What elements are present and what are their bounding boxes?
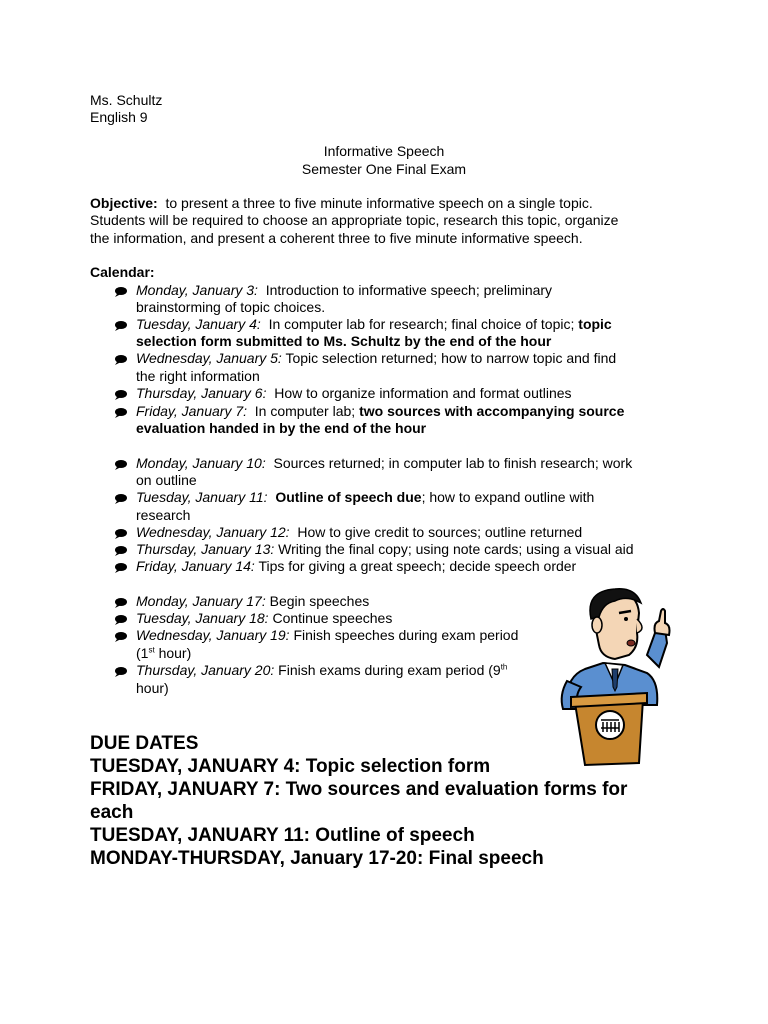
speech-bubble-icon	[114, 389, 128, 400]
speech-bubble-icon	[114, 354, 128, 365]
objective-line-3: the information, and present a coherent three to five minute informative speech.	[90, 230, 583, 246]
speech-bubble-icon	[114, 407, 128, 418]
speech-bubble-icon	[114, 528, 128, 539]
calendar-item-cont: (1st hour)	[136, 645, 192, 661]
objective-label: Objective:	[90, 195, 158, 211]
speech-bubble-icon	[114, 320, 128, 331]
calendar-item: Monday, January 3: Introduction to informative speech; preliminary	[136, 282, 553, 298]
calendar-item-cont: the right information	[136, 368, 260, 384]
objective-line-2: Students will be required to choose an appropriate topic, research this topic, organize	[90, 212, 619, 228]
due-date-item: TUESDAY, JANUARY 11: Outline of speech	[90, 825, 475, 846]
calendar-item-cont: hour)	[136, 680, 169, 696]
calendar-item: Thursday, January 20: Finish exams during exam period (9th	[136, 662, 508, 678]
course-name: English 9	[90, 109, 148, 125]
calendar-item: Tuesday, January 11: Outline of speech due; how to expand outline with	[136, 489, 595, 505]
calendar-item: Friday, January 14: Tips for giving a great speech; decide speech order	[136, 558, 577, 574]
calendar-item-cont: brainstorming of topic choices.	[136, 299, 326, 315]
due-date-item: MONDAY-THURSDAY, January 17-20: Final speech	[90, 848, 544, 869]
speech-bubble-icon	[114, 545, 128, 556]
calendar-item-cont: selection form submitted to Ms. Schultz by the end of the hour	[136, 333, 552, 349]
calendar-item: Tuesday, January 4: In computer lab for research; final choice of topic; topic	[136, 316, 612, 332]
calendar-item: Thursday, January 6: How to organize information and format outlines	[136, 385, 572, 401]
calendar-item-cont: research	[136, 507, 191, 523]
calendar-item: Monday, January 17: Begin speeches	[136, 593, 370, 609]
calendar-item: Wednesday, January 5: Topic selection returned; how to narrow topic and find	[136, 350, 617, 366]
speech-bubble-icon	[114, 459, 128, 470]
calendar-item: Thursday, January 13: Writing the final copy; using note cards; using a visual aid	[136, 541, 634, 557]
document-subtitle: Semester One Final Exam	[301, 161, 467, 177]
speech-bubble-icon	[114, 631, 128, 642]
document-title: Informative Speech	[323, 143, 445, 159]
objective-line-1	[90, 195, 593, 212]
speech-bubble-icon	[114, 666, 128, 677]
calendar-item-cont: evaluation handed in by the end of the hour	[136, 420, 427, 436]
teacher-name: Ms. Schultz	[90, 92, 163, 108]
calendar-label: Calendar:	[90, 264, 155, 280]
speech-bubble-icon	[114, 286, 128, 297]
calendar-item: Wednesday, January 19: Finish speeches during exam period	[136, 627, 519, 643]
calendar-item: Tuesday, January 18: Continue speeches	[136, 610, 393, 626]
speech-bubble-icon	[114, 614, 128, 625]
calendar-item: Friday, January 7: In computer lab; two sources with accompanying source	[136, 403, 625, 419]
speech-bubble-icon	[114, 493, 128, 504]
speech-bubble-icon	[114, 562, 128, 573]
speaker-at-podium-icon	[555, 585, 675, 770]
due-date-item: TUESDAY, JANUARY 4: Topic selection form	[90, 756, 491, 777]
due-date-item: FRIDAY, JANUARY 7: Two sources and evaluation forms for	[90, 779, 628, 800]
calendar-item-cont: on outline	[136, 472, 197, 488]
calendar-item: Monday, January 10: Sources returned; in computer lab to finish research; work	[136, 455, 633, 471]
calendar-item: Wednesday, January 12: How to give credit to sources; outline returned	[136, 524, 583, 540]
objective-text-1: to present a three to five minute informative speech on a single topic.	[165, 195, 593, 211]
due-dates-heading: DUE DATES	[90, 733, 199, 754]
speech-bubble-icon	[114, 597, 128, 608]
due-date-item: each	[90, 802, 134, 823]
